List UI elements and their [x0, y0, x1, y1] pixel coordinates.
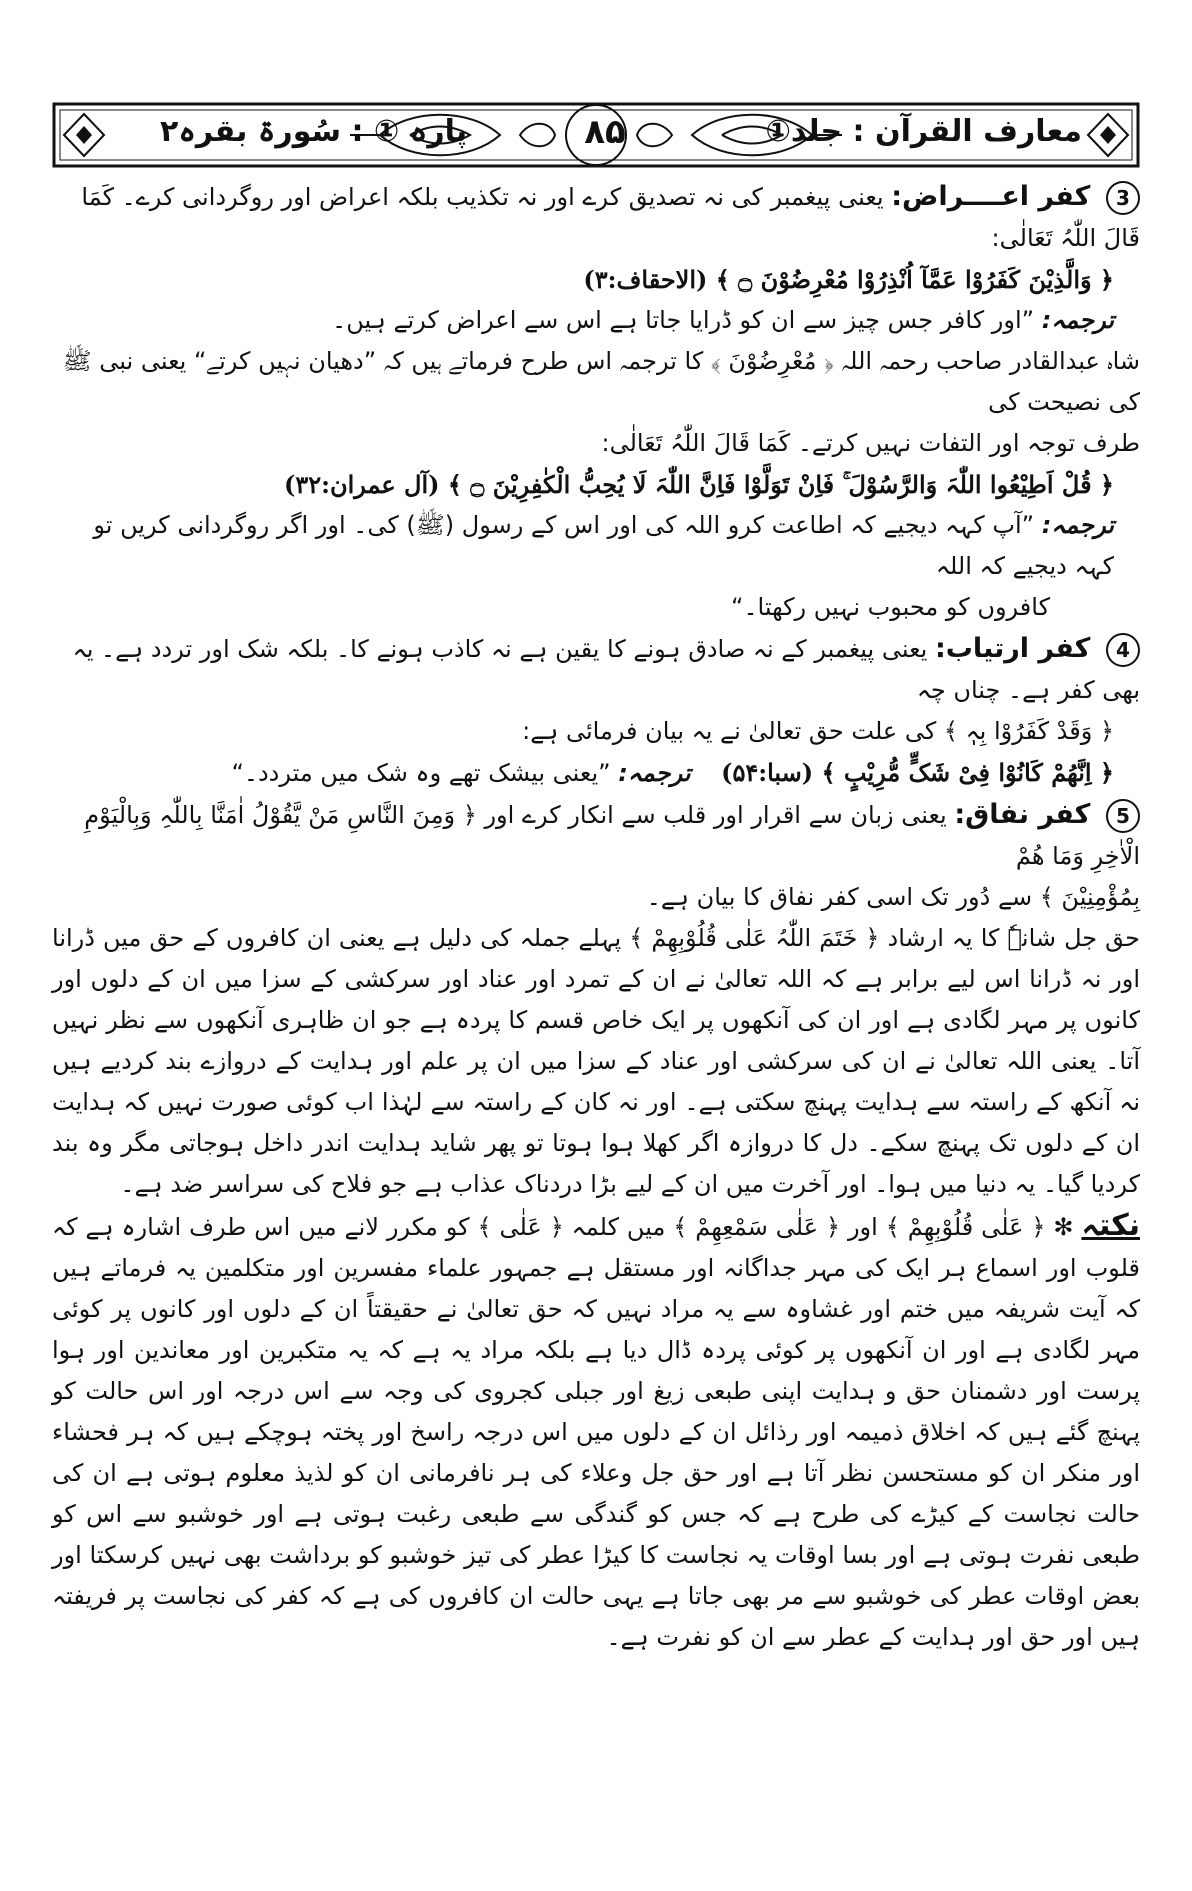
item-4-heading: کفر ارتیاب:: [935, 633, 1091, 664]
item-3-tarjuma-2: [52, 505, 1140, 587]
book-title: معارف القرآن : جلد①: [765, 114, 1082, 149]
item-3-tarjuma: [52, 300, 1140, 341]
item-5-heading: کفر نفاق:: [954, 799, 1091, 830]
item-4-text-2: ﴿ وَقَدْ کَفَرُوْا بِہٖ ﴾ کی علت حق تعالیٰ نے یہ بیان فرمائی ہے:: [522, 717, 1114, 745]
item-3-tarjuma-2-cont: کافروں کو محبوب نہیں رکھتا۔“: [731, 593, 1050, 621]
item-4-number: 4: [1106, 633, 1140, 667]
page-number: ۸۵: [584, 112, 626, 152]
item-4-verse-line: [52, 752, 1140, 794]
tarjuma-text: ”یعنی بیشک تھے وہ شک میں متردد۔“: [231, 759, 611, 787]
item-3-verse-2: ﴿ قُلْ اَطِیْعُوا اللّٰہَ وَالرَّسُوْلَ ۚ فَاِنْ تَوَلَّوْا فَاِنَّ اللّٰہَ لَا یُحِبُّ الْکٰفِرِیْنَ ۝ ﴾ (آل عمران:۳۲): [283, 470, 1114, 499]
item-3-number: 3: [1106, 181, 1140, 215]
nukta-heading: نکتہ: [1081, 1208, 1140, 1243]
paragraph-haq: حق جل شانہٗ کا یہ ارشاد ﴿ خَتَمَ اللّٰہُ عَلٰی قُلُوْبِھِمْ ﴾ پہلے جملہ کی دلیل ہے یعنی ان کافروں کے حق میں ڈرانا اور نہ ڈرانا اس لیے برابر ہے کہ اللہ تعالیٰ نے ان کے تمرد اور عناد اور سرکشی کے سزا میں ان کے دلوں اور کانوں پر مہر لگادی ہے اور ان کی آنکھوں پر ایک خاص قسم کا پردہ ہے جو ان ظاہری آنکھوں سے نظر نہیں آتا۔ یعنی اللہ تعالیٰ نے ان کی سرکشی اور عناد کے سزا میں ان پر علم اور ہدایت کے دروازے بند کردیے ہیں نہ آنکھ کے راستہ سے ہدایت پہنچ سکتی ہے۔ اور نہ کان کے راستہ سے لہٰذا اب کوئی صورت نہیں کہ ہدایت ان کے دلوں تک پہنچ سکے۔ دل کا دروازہ اگر کھلا ہوا ہوتا تو پھر شاید ہدایت اندر داخل ہوجاتی مگر وہ بند کردیا گیا۔ یہ دنیا میں ہوا۔ اور آخرت میں ان کے لیے بڑا دردناک عذاب ہے جو فلاح کی سراسر ضد ہے۔: [52, 924, 1140, 1198]
section-label: پارہ ① : سُورۃ بقرہ۲: [160, 114, 468, 149]
tarjuma-text: ”اور کافر جس چیز سے ان کو ڈرایا جاتا ہے اس سے اعراض کرتے ہیں۔: [332, 306, 1035, 334]
item-4-line: [52, 628, 1140, 711]
item-5-text-2: بِمُؤْمِنِیْنَ ﴾ سے دُور تک اسی کفر نفاق کا بیان ہے۔: [646, 883, 1140, 911]
item-4-verse: ﴿ اِنَّھُمْ کَانُوْا فِیْ شَکٍّ مُّرِیْبٍ ﴾ (سبا:۵۴): [721, 758, 1114, 787]
item-5-number: 5: [1106, 799, 1140, 833]
item-3-line: [52, 176, 1140, 259]
page-body: [52, 176, 1140, 1658]
item-3-note-line: شاہ عبدالقادر صاحب رحمہ اللہ ﴿ مُعْرِضُوْنَ ﴾ کا ترجمہ اس طرح فرماتے ہیں کہ ”دھیان نہیں کرتے“ یعنی نبی ﷺ کی نصیحت کی: [62, 347, 1140, 416]
item-3-text: یعنی پیغمبر کی نہ تصدیق کرے اور نہ تکذیب بلکہ اعراض اور روگردانی کرے۔ کَمَا قَالَ اللّٰہُ تَعَالٰی:: [81, 183, 1140, 252]
paragraph-nukta: [52, 1205, 1140, 1658]
item-3-heading: کفر اعــــراض:: [891, 181, 1091, 212]
item-5-text: یعنی زبان سے اقرار اور قلب سے انکار کرے اور ﴿ وَمِنَ النَّاسِ مَنْ یَّقُوْلُ اٰمَنَّا بِاللّٰہِ وَبِالْیَوْمِ الْاٰخِرِ وَمَا ھُمْ: [84, 801, 1140, 870]
item-5-line: [52, 794, 1140, 877]
item-3-verse: ﴿ وَالَّذِیْنَ کَفَرُوْا عَمَّآ اُنْذِرُوْا مُعْرِضُوْنَ ۝ ﴾ (الاحقاف:۳): [583, 265, 1114, 294]
item-3-note-line: طرف توجہ اور التفات نہیں کرتے۔ کَمَا قَالَ اللّٰہُ تَعَالٰی:: [601, 429, 1140, 457]
tarjuma-label: ترجمہ:: [618, 759, 691, 787]
item-4-text: یعنی پیغمبر کے نہ صادق ہونے کا یقین ہے نہ کاذب ہونے کا۔ بلکہ شک اور تردد ہے۔ یہ بھی کفر ہے۔ چناں چہ: [72, 635, 1140, 704]
page-header: [50, 100, 1142, 170]
tarjuma-label: ترجمہ:: [1041, 511, 1114, 539]
nukta-text: ﴿ عَلٰی قُلُوْبِھِمْ ﴾ اور ﴿ عَلٰی سَمْعِھِمْ ﴾ میں کلمہ ﴿ عَلٰی ﴾ کو مکرر لانے میں اس طرف اشارہ ہے کہ قلوب اور اسماع ہر ایک کی مہر جداگانہ اور مستقل ہے جمہور علماء مفسرین اور متکلمین یہ فرماتے ہیں کہ آیت شریفہ میں ختم اور غشاوہ سے یہ مراد نہیں کہ حق تعالیٰ نے حقیقتاً ان کے دلوں اور کانوں پر کوئی مہر لگادی ہے اور ان آنکھوں پر کوئی پردہ ڈال دیا ہے بلکہ مراد یہ ہے کہ یہ متکبرین اور معاندین اور ہوا پرست اور دشمنان حق و ہدایت اپنی طبعی زیغ اور جبلی کجروی کی وجہ سے اس درجہ اور اس حالت کو پہنچ گئے ہیں کہ اخلاق ذمیمہ اور رذائل ان کے دلوں میں اس درجہ راسخ اور پختہ ہوچکے ہیں کہ ہر فحشاء اور منکر ان کو مستحسن نظر آتا ہے اور حق جل وعلاء کی ہر نافرمانی ان کو لذیذ معلوم ہوتی ہے ان کی حالت نجاست کے کیڑے کی طرح ہے کہ جس کو گندگی سے طبعی رغبت ہوتی ہے اور خوشبو سے اس کو طبعی نفرت ہوتی ہے اور بسا اوقات یہ نجاست کا کیڑا عطر کی تیز خوشبو کو برداشت بھی نہیں کرسکتا اور بعض اوقات عطر کی خوشبو سے مر بھی جاتا ہے یہی حالت ان کافروں کی ہے کہ کفر کی نجاست پر فریفتہ ہیں اور حق اور ہدایت کے عطر سے ان کو نفرت ہے۔: [52, 1213, 1140, 1651]
tarjuma-label: ترجمہ:: [1041, 306, 1114, 334]
asterisk-icon: ✻: [1053, 1213, 1074, 1241]
tarjuma-text: ”آپ کہہ دیجیے کہ اطاعت کرو اللہ کی اور اس کے رسول (ﷺ) کی۔ اور اگر روگردانی کریں تو کہہ دیجیے کہ اللہ: [93, 511, 1114, 580]
